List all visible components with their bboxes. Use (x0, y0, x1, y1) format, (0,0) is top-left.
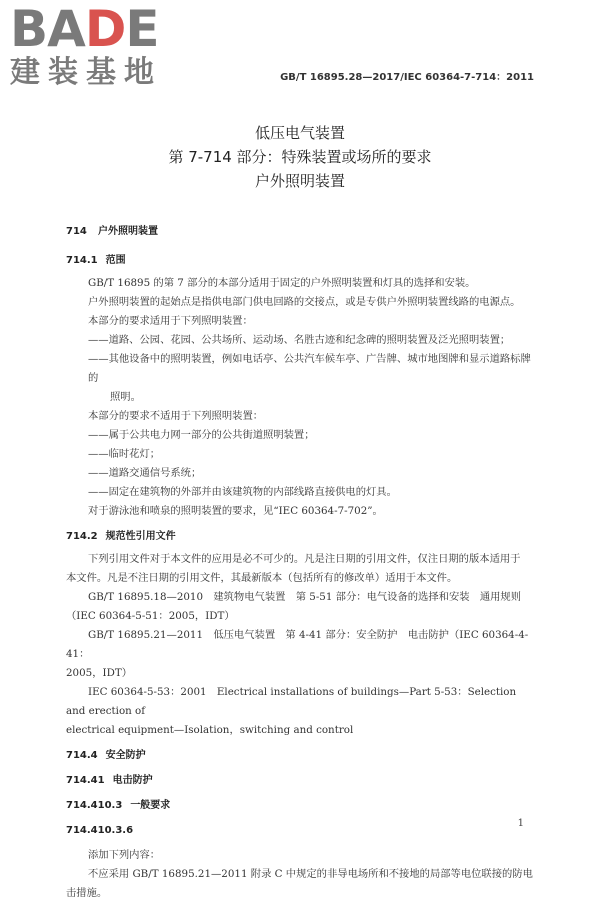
heading-714-410-3-6 (66, 821, 536, 840)
list-item: ——固定在建筑物的外部并由该建筑物的内部线路直接供电的灯具。 (88, 486, 397, 498)
section-number: 714.2 (66, 531, 98, 542)
paragraph: 下列引用文件对于本文件的应用是必不可少的。凡是注日期的引用文件，仅注日期的版本适用于 (88, 553, 521, 565)
heading-714-2 (66, 527, 536, 546)
section-number: 714.4 (66, 750, 98, 761)
reference: GB/T 16895.21—2011 低压电气装置 第 4-41 部分：安全防护 电击防护（IEC 60364-4-41： (66, 629, 529, 660)
section-title: 范围 (105, 255, 126, 266)
paragraph: 添加下列内容： (88, 849, 161, 861)
heading-714-1 (66, 251, 536, 270)
paragraph: 对于游泳池和喷泉的照明装置的要求，见“IEC 60364-7-702”。 (88, 505, 383, 517)
bade-logo (10, 0, 180, 90)
paragraph: GB/T 16895 的第 7 部分的本部分适用于固定的户外照明装置和灯具的选择和安装。 (88, 277, 476, 289)
section-number: 714.410.3.6 (66, 825, 134, 836)
list-item-continuation: 照明。 (110, 391, 141, 403)
paragraph: 不应采用 GB/T 16895.21—2011 附录 C 中规定的非导电场所和不接地的局部等电位联接的防电 (88, 868, 533, 880)
list-item: ——其他设备中的照明装置，例如电话亭、公共汽车候车亭、广告牌、城市地图牌和显示道路标牌的 (88, 353, 531, 384)
paragraph-continuation: 击措施。 (66, 887, 108, 899)
paragraph-continuation: 本文件。凡是不注日期的引用文件，其最新版本（包括所有的修改单）适用于本文件。 (66, 572, 458, 584)
section-title: 规范性引用文件 (105, 531, 176, 542)
section-number: 714.41 (66, 775, 105, 786)
title-line-2: 第 7-714 部分：特殊装置或场所的要求 (168, 148, 432, 166)
reference: GB/T 16895.18—2010 建筑物电气装置 第 5-51 部分：电气设备的选择和安装 通用规则 (88, 591, 522, 603)
section-title: 一般要求 (130, 800, 171, 811)
standard-code: GB/T 16895.28—2017/IEC 60364-7-714：2011 (280, 72, 534, 83)
logo-suffix: E (125, 0, 159, 58)
heading-714-41 (66, 771, 536, 790)
document-body (66, 222, 536, 903)
section-number: 714 (66, 226, 87, 237)
list-item: ——属于公共电力网一部分的公共街道照明装置； (88, 429, 315, 441)
title-line-3: 户外照明装置 (254, 172, 345, 190)
list-item: ——临时花灯； (88, 448, 161, 460)
logo-prefix: BA (10, 0, 85, 58)
section-number: 714.1 (66, 255, 98, 266)
section-title: 安全防护 (105, 750, 146, 761)
reference: IEC 60364-5-53：2001 Electrical installations of buildings—Part 5-53：Selection and erection of (66, 686, 517, 717)
heading-714 (66, 222, 536, 241)
paragraph: 本部分的要求不适用于下列照明装置： (88, 410, 264, 422)
logo-wordmark (10, 0, 180, 58)
section-title: 电击防护 (112, 775, 153, 786)
list-item: ——道路、公园、花园、公共场所、运动场、名胜古迹和纪念碑的照明装置及泛光照明装置； (88, 334, 511, 346)
reference-continuation: 2005，IDT） (66, 667, 132, 679)
paragraph: 本部分的要求适用于下列照明装置： (88, 315, 253, 327)
reference-continuation: electrical equipment—Isolation，switching and control (66, 724, 354, 736)
list-item: ——道路交通信号系统； (88, 467, 202, 479)
document-title (0, 121, 600, 193)
logo-accent: D (84, 0, 126, 58)
heading-714-4 (66, 746, 536, 765)
paragraph: 户外照明装置的起始点是指供电部门供电回路的交接点，或是专供户外照明装置线路的电源点。 (88, 296, 521, 308)
title-line-1: 低压电气装置 (254, 124, 345, 142)
section-title: 户外照明装置 (98, 226, 158, 237)
reference-continuation: （IEC 60364-5-51：2005，IDT） (66, 610, 235, 622)
section-number: 714.410.3 (66, 800, 123, 811)
page-number: 1 (517, 818, 524, 829)
heading-714-410-3 (66, 796, 536, 815)
logo-subtitle: 建装基地 (10, 55, 162, 90)
